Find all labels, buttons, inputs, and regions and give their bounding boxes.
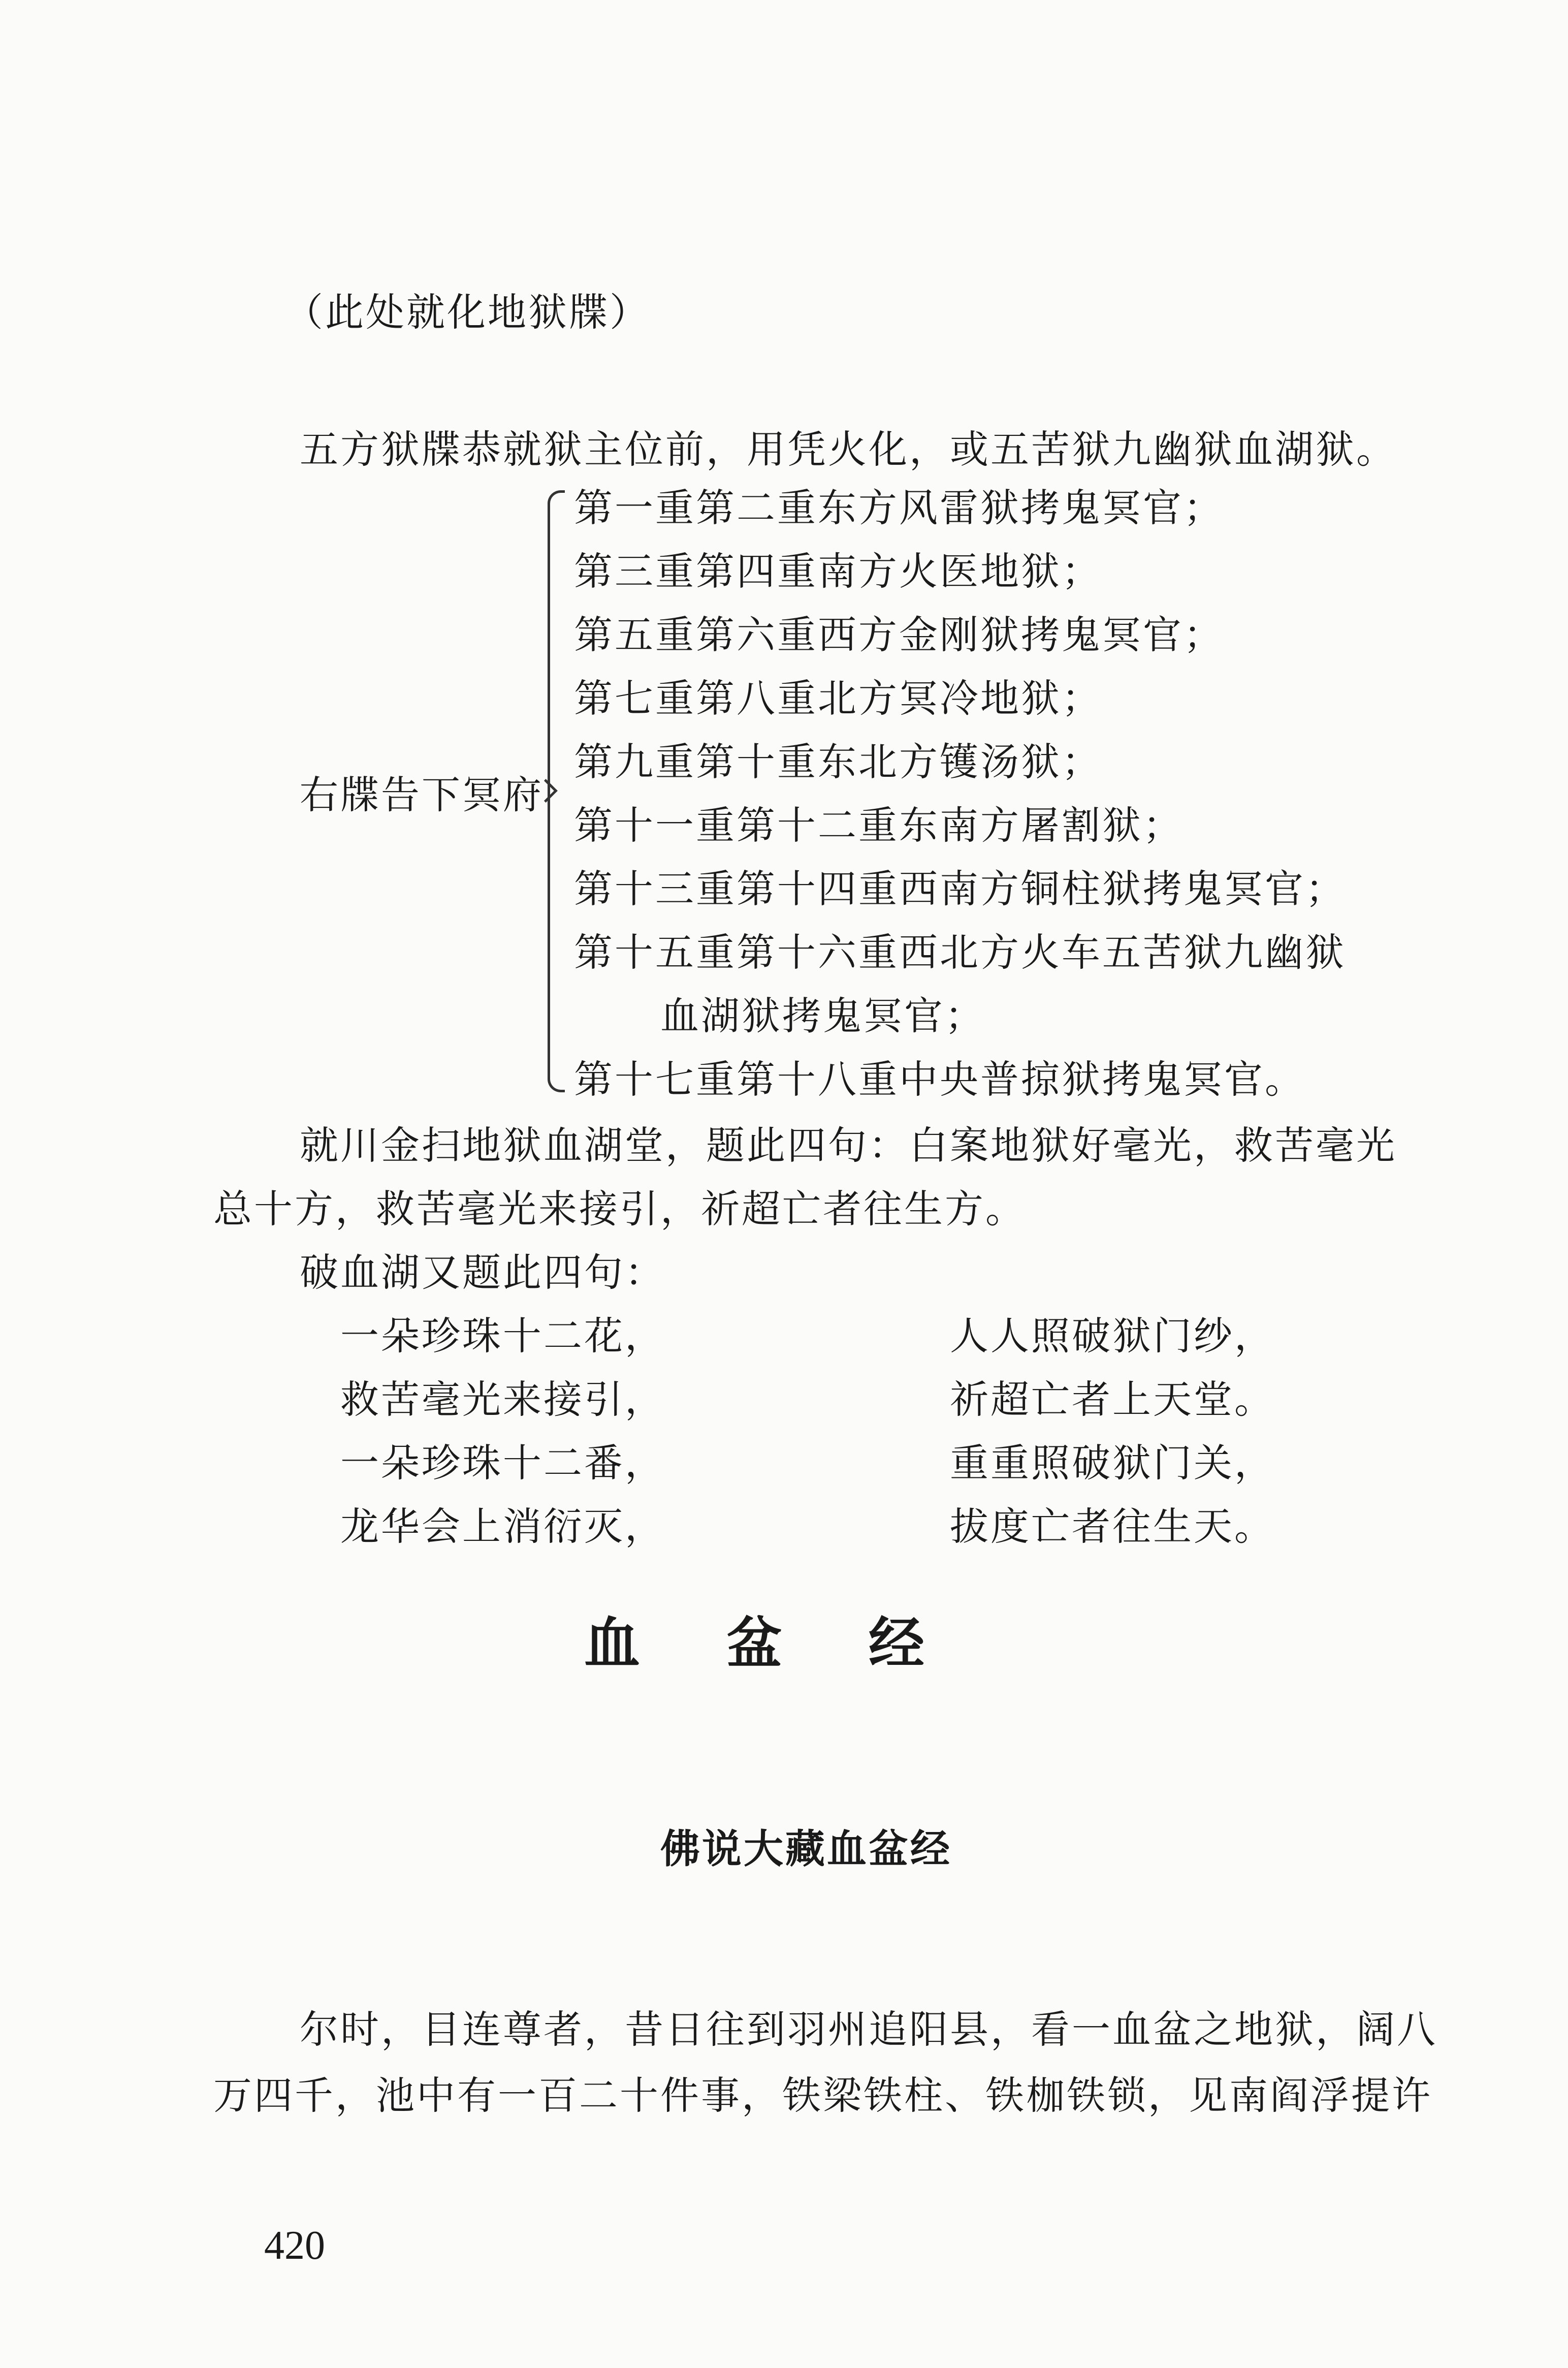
brace-item: 第九重第十重东北方镬汤狱； [574, 739, 1102, 784]
header-note: （此处就化地狱牒） [284, 290, 650, 335]
paragraph-line: 就川金扫地狱血湖堂，题此四句：白案地狱好毫光，救苦毫光 [300, 1123, 1397, 1168]
verse-right: 祈超亡者上天堂。 [950, 1377, 1275, 1422]
brace-item: 第十一重第十二重东南方屠割狱； [574, 803, 1183, 848]
brace-item: 第三重第四重南方火医地狱； [574, 549, 1102, 594]
brace-item: 血湖狱拷鬼冥官； [660, 993, 985, 1038]
brace-item: 第五重第六重西方金刚狱拷鬼冥官； [574, 612, 1224, 657]
body-line: 万四千，池中有一百二十件事，铁梁铁柱、铁枷铁锁，见南阎浮提许 [213, 2073, 1432, 2118]
intro-line: 五方狱牒恭就狱主位前，用凭火化，或五苦狱九幽狱血湖狱。 [300, 427, 1397, 472]
brace-item: 第十三重第十四重西南方铜柱狱拷鬼冥官； [574, 866, 1346, 911]
verse-left: 一朵珍珠十二花， [340, 1313, 665, 1359]
brace-item: 第一重第二重东方风雷狱拷鬼冥官； [574, 485, 1224, 530]
verse-right: 人人照破狱门纱， [950, 1313, 1275, 1359]
verse-left: 龙华会上消衍灭， [340, 1504, 665, 1549]
verse-right: 拔度亡者往生天。 [950, 1504, 1275, 1549]
brace-label: 右牒告下冥府 [300, 772, 543, 817]
brace-item: 第七重第八重北方冥冷地狱； [574, 676, 1102, 721]
verse-right: 重重照破狱门关， [950, 1440, 1275, 1486]
verse-left: 救苦毫光来接引， [340, 1377, 665, 1422]
body-line: 尔时，目连尊者，昔日往到羽州追阳县，看一血盆之地狱，阔八 [300, 2007, 1437, 2052]
page-number: 420 [264, 2223, 325, 2268]
paragraph-line: 总十方，救苦毫光来接引，祈超亡者往生方。 [213, 1186, 1026, 1232]
brace-item: 第十五重第十六重西北方火车五苦狱九幽狱 [574, 930, 1346, 975]
section-title: 血盆经 [584, 1611, 1011, 1676]
paragraph-line: 破血湖又题此四句： [300, 1250, 665, 1295]
verse-left: 一朵珍珠十二番， [340, 1440, 665, 1486]
section-subtitle: 佛说大藏血盆经 [660, 1826, 952, 1872]
brace-item: 第十七重第十八重中央普掠狱拷鬼冥官。 [574, 1057, 1305, 1102]
